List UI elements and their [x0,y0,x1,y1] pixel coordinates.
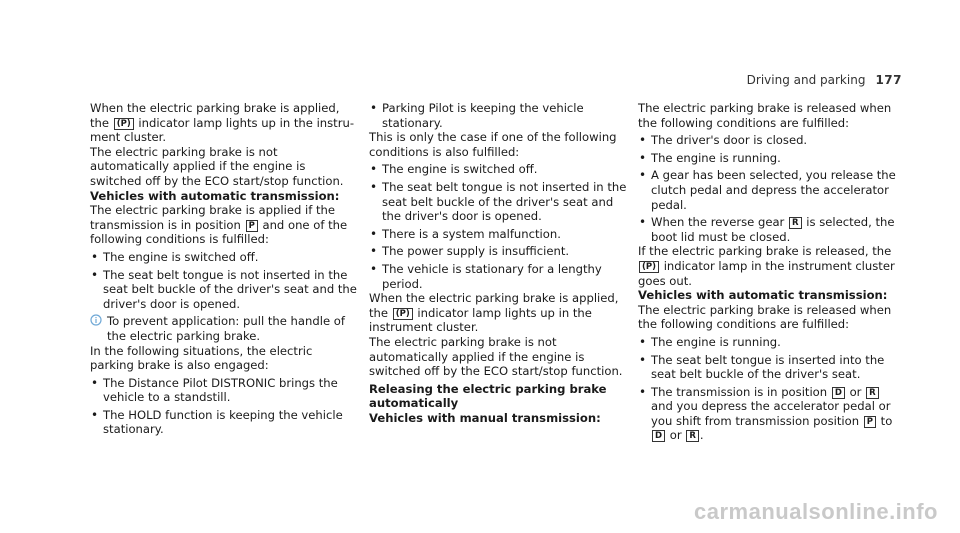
column-1 [90,101,358,437]
page-number: 177 [875,73,902,87]
paragraph: The electric parking brake is not automatically applied if the engine is switched off by the ECO start/stop function. [90,144,344,188]
gear-r-icon: R [686,430,699,442]
parking-brake-indicator-icon: (P) [114,118,134,130]
list-item: • The seat belt tongue is not inserted in the seat belt buckle of the driver's seat and the driver's door is opened. [369,180,629,224]
note: To prevent application: pull the handle of the electric parking brake. [90,314,358,343]
paragraph: The electric parking brake is not automatically applied if the engine is switched off by the ECO start/stop function. [369,334,623,379]
bullet-list [369,101,629,130]
list-item: • The HOLD function is keeping the vehicle stationary. [90,408,358,437]
section-title: Driving and parking [746,73,866,87]
list-item: • When the reverse gear R is selected, the boot lid must be closed. [638,215,900,244]
paragraph: The electric parking brake is released when the following conditions are fulfilled: [638,101,892,130]
list-item: • The seat belt tongue is not inserted in the seat belt buckle of the driver's seat and the driver's door is opened. [90,268,358,312]
list-item: • The engine is running. [638,335,900,350]
list-item: • The Distance Pilot DISTRONIC brings the vehicle to a standstill. [90,376,358,405]
bullet-list [638,335,900,443]
gear-p-icon: P [246,220,258,232]
bullet-list [369,162,629,291]
section-heading: Vehicles with automatic transmission: [638,288,888,303]
gear-d-icon: D [652,430,665,442]
gear-d-icon: D [832,387,845,399]
paragraph: When the electric parking brake is applied, the (P) indicator lamp lights up in the instrument cluster. [369,291,619,335]
gear-r-icon: R [789,217,802,229]
info-icon [90,314,102,326]
parking-brake-indicator-icon: (P) [393,308,413,320]
page-header [747,73,902,87]
watermark: carmanualsonline.info [694,499,938,524]
paragraph: In the following situations, the electric parking brake is also engaged: [90,343,313,373]
paragraph: If the electric parking brake is released, the (P) indicator lamp in the instrument cluster goes out. [638,244,895,288]
bullet-list [90,376,358,437]
section-heading: Vehicles with manual transmission: [369,410,601,425]
paragraph: When the electric parking brake is applied, the (P) indicator lamp lights up in the instrument cluster. [90,101,355,145]
list-item: • Parking Pilot is keeping the vehicle stationary. [369,101,629,130]
section-heading: Releasing the electric parking brake automatically [369,381,607,411]
parking-brake-indicator-icon: (P) [639,261,659,273]
list-item: • The engine is switched off. [90,250,358,265]
paragraph: The electric parking brake is released when the following conditions are fulfilled: [638,302,892,332]
list-item: • The seat belt tongue is inserted into the seat belt buckle of the driver's seat. [638,353,900,382]
bullet-list [638,133,900,244]
gear-r-icon: R [866,387,879,399]
bullet-list [90,250,358,311]
list-item: • The engine is running. [638,151,900,166]
list-item: • The transmission is in position D or R and you depress the accelerator pedal or you shift from transmission position P to D or R . [638,385,900,443]
list-item: • There is a system malfunction. [369,227,629,242]
column-2 [369,101,629,425]
gear-p-icon: P [864,416,876,428]
list-item: • The vehicle is stationary for a lengthy period. [369,262,629,291]
section-heading: Vehicles with automatic transmission: [90,188,340,203]
list-item: • The engine is switched off. [369,162,629,177]
list-item: • The power supply is insufficient. [369,244,629,259]
paragraph: This is only the case if one of the following conditions is also fulfilled: [369,130,617,159]
paragraph: The electric parking brake is applied if the transmission is in position P and one of the following conditions is fulfilled: [90,203,348,247]
list-item: • The driver's door is closed. [638,133,900,148]
list-item: • A gear has been selected, you release the clutch pedal and depress the accelerator pedal. [638,168,900,212]
column-3 [638,101,900,443]
